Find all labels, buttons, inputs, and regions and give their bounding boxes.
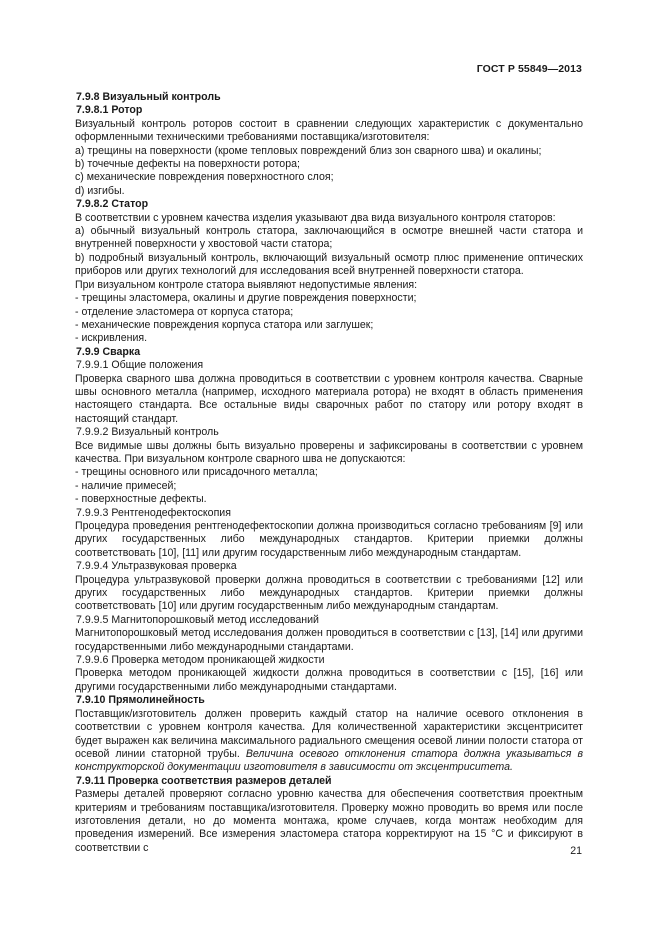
list-item: c) механические повреждения поверхностного слоя; xyxy=(75,171,334,184)
subsection-heading: 7.9.9.2 Визуальный контроль xyxy=(76,426,219,439)
dash-item: - поверхностные дефекты. xyxy=(75,493,207,506)
list-item: a) обычный визуальный контроль статора, заключающийся в осмотре внешней части статора и внутренней поверхности у хвостовой части статора; xyxy=(75,225,583,251)
subsection-heading: 7.9.9.1 Общие положения xyxy=(76,359,204,372)
list-item: a) трещины на поверхности (кроме тепловых повреждений близ зон сварного шва) и окалины; xyxy=(75,144,542,157)
paragraph: Магнитопорошковый метод исследования должен проводиться в соответствии с [13], [14] или другими государственными либо международными стандартами. xyxy=(75,627,583,653)
subsection-heading-stator: 7.9.8.2 Статор xyxy=(76,198,149,211)
paragraph xyxy=(75,708,583,775)
section-heading-7-9-9: 7.9.9 Сварка xyxy=(76,345,141,358)
paragraph: Проверка сварного шва должна проводиться в соответствии с уровнем контроля качества. Сварные швы основного металла (например, исходного материала ротора) не входят в область применения настоящего стандарта. Все остальные виды сварочных работ по статору или ротору входят в настоящий стандарт. xyxy=(75,372,583,425)
document-id: ГОСТ Р 55849—2013 xyxy=(476,63,582,75)
dash-item: - искривления. xyxy=(75,332,148,345)
subsection-heading-rotor: 7.9.8.1 Ротор xyxy=(76,104,143,117)
paragraph: При визуальном контроле статора выявляют недопустимые явления: xyxy=(75,278,418,291)
page-number: 21 xyxy=(570,845,582,857)
list-item: d) изгибы. xyxy=(75,184,125,197)
dash-item: - отделение эластомера от корпуса статора; xyxy=(75,305,294,318)
paragraph-italic-text: Величина осевого отклонения статора должна указываться в конструкторской документации изготовителя в зависимости от эксцентриситета. xyxy=(75,747,584,774)
paragraph: В соответствии с уровнем качества изделия указывают два вида визуального контроля статоров: xyxy=(75,211,556,224)
subsection-heading: 7.9.9.6 Проверка методом проникающей жидкости xyxy=(76,654,325,667)
paragraph-text: Поставщик/изготовитель должен проверить каждый статор на наличие осевого отклонения в соответствии с уровнем контроля качества. Для количественной характеристики эксцентриситет будет выражен как величина максимального радиального смещения осевой линии полости статора от осевой линии статорной трубы. xyxy=(75,707,583,760)
paragraph: Визуальный контроль роторов состоит в сравнении следующих характеристик с документально оформленными техническими требованиями поставщика/изготовителя: xyxy=(75,117,583,144)
dash-item: - механические повреждения корпуса статора или заглушек; xyxy=(75,318,374,331)
paragraph: Размеры деталей проверяют согласно уровню качества для обеспечения соответствия проектным критериям и требованиям поставщика/изготовителя. Проверку можно проводить во время или после изготовления детали, но до момента монтажа, кроме случаев, когда монтаж необходим для проведения измерений. Все измерения эластомера статора корректируют на 15 °С и фиксируют в соответствии с xyxy=(75,788,583,854)
document-body xyxy=(75,91,583,855)
section-heading-7-9-11: 7.9.11 Проверка соответствия размеров деталей xyxy=(76,774,332,787)
paragraph: Все видимые швы должны быть визуально проверены и зафиксированы в соответствии с уровнем качества. При визуальном контроле сварного шва не допускаются: xyxy=(75,439,583,465)
dash-item: - трещины основного или присадочного металла; xyxy=(75,466,318,479)
section-heading-7-9-10: 7.9.10 Прямолинейность xyxy=(76,694,205,707)
dash-item: - трещины эластомера, окалины и другие повреждения поверхности; xyxy=(75,292,417,305)
list-item: b) точечные дефекты на поверхности ротора; xyxy=(75,158,300,171)
paragraph: Процедура проведения рентгенодефектоскопии должна производиться согласно требованиям [9] или других государственных либо международных стандартов. Критерии приемки должны соответствовать [10], [11] или другим государственным либо международным стандартам. xyxy=(75,520,583,559)
subsection-heading: 7.9.9.3 Рентгенодефектоскопия xyxy=(76,506,231,519)
dash-item: - наличие примесей; xyxy=(75,479,177,492)
subsection-heading: 7.9.9.5 Магнитопорошковый метод исследований xyxy=(76,613,319,626)
subsection-heading: 7.9.9.4 Ультразвуковая проверка xyxy=(76,560,237,573)
paragraph: Процедура ультразвуковой проверки должна проводиться в соответствии с требованиями [12] или других государственных либо международных стандартов. Критерии приемки должны соответствовать [10] или другим государственным либо международным стандартам. xyxy=(75,573,583,613)
section-heading-7-9-8: 7.9.8 Визуальный контроль xyxy=(76,91,221,103)
paragraph: Проверка методом проникающей жидкости должна проводиться в соответствии с [15], [16] или другими государственными либо международными стандартами. xyxy=(75,667,583,693)
list-item: b) подробный визуальный контроль, включающий визуальный осмотр плюс применение оптических приборов или других технологий для исследования всей внутренней поверхности статора. xyxy=(75,251,583,278)
